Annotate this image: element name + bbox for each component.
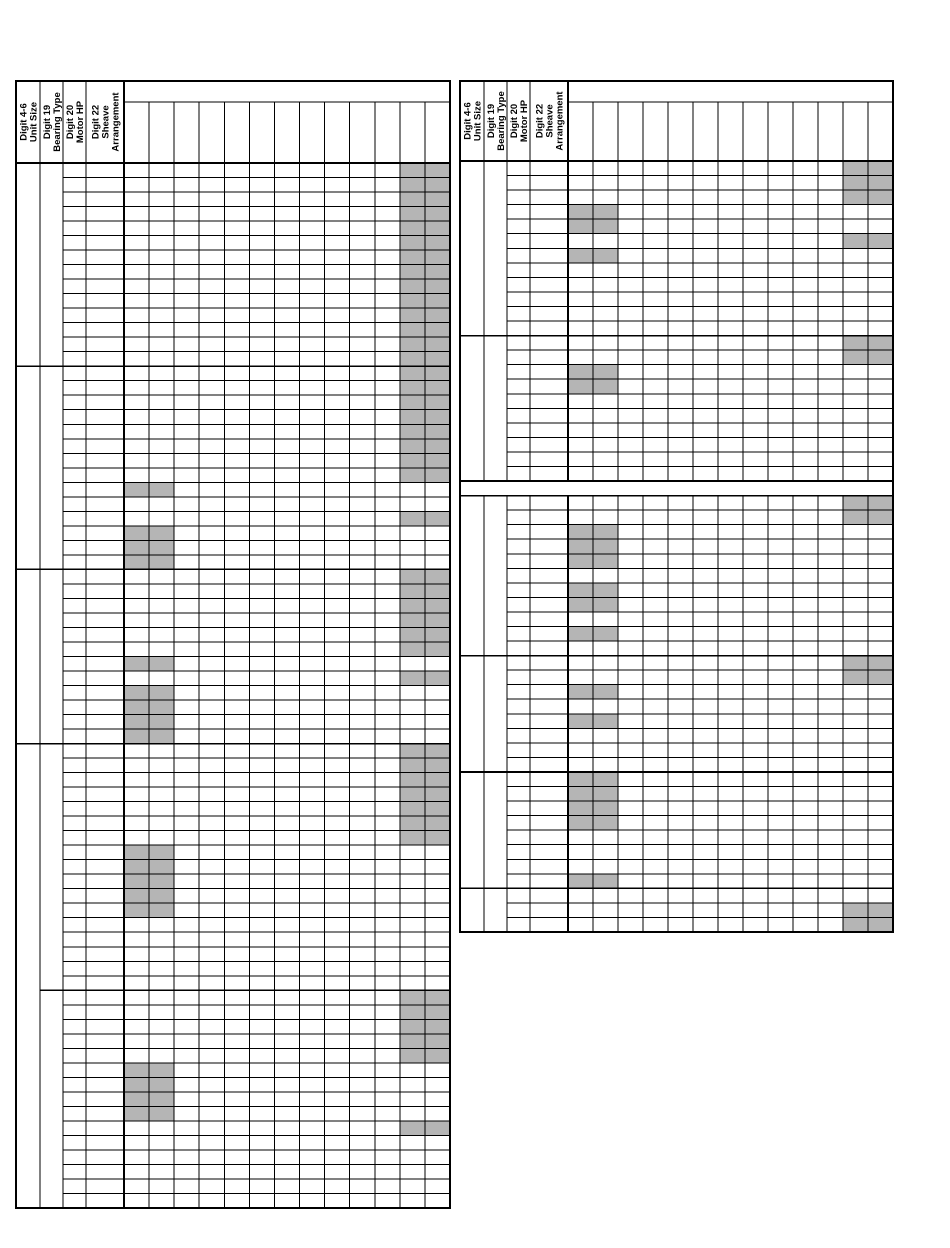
shaded-cell [124, 1077, 149, 1092]
shaded-cell [843, 917, 868, 932]
shaded-cell [425, 773, 450, 788]
shaded-cell [425, 1019, 450, 1034]
shaded-cell [149, 860, 174, 875]
shaded-cell [425, 381, 450, 396]
shaded-cell [425, 744, 450, 759]
shaded-cell [149, 482, 174, 497]
header-bearing-type [42, 92, 63, 151]
shaded-cell [425, 1048, 450, 1063]
shaded-cell [425, 178, 450, 193]
shaded-cell [400, 279, 425, 294]
shaded-cell [593, 248, 618, 263]
shaded-cell [425, 758, 450, 773]
header-label-line: Bearing Type [52, 92, 63, 152]
shaded-cell [400, 468, 425, 483]
shaded-cell [843, 510, 868, 525]
shaded-cell [843, 670, 868, 685]
shaded-cell [400, 990, 425, 1005]
header-label-line: Digit 22 [534, 103, 546, 139]
shaded-cell [425, 337, 450, 352]
shaded-cell [843, 656, 868, 671]
shaded-cell [425, 395, 450, 410]
shaded-cell [868, 234, 893, 249]
shaded-cell [843, 190, 868, 205]
shaded-cell [149, 526, 174, 541]
header-label-line: Digit 19 [486, 103, 497, 139]
header-label-line: Digit 4-6 [462, 102, 474, 140]
shaded-cell [400, 236, 425, 251]
shaded-cell [149, 686, 174, 701]
header-label-line: Sheave [100, 105, 112, 139]
shaded-cell [124, 1092, 149, 1107]
shaded-cell [568, 583, 593, 598]
shaded-cell [868, 656, 893, 671]
shaded-cell [425, 236, 450, 251]
shaded-cell [400, 1019, 425, 1034]
shaded-cell [149, 729, 174, 744]
shaded-cell [124, 729, 149, 744]
shaded-cell [425, 802, 450, 817]
shaded-cell [400, 584, 425, 599]
shaded-cell [124, 845, 149, 860]
shaded-cell [149, 1063, 174, 1078]
header-label-line: Motor HP [519, 99, 530, 143]
shaded-cell [568, 365, 593, 380]
shaded-cell [425, 192, 450, 207]
header-label-line: Digit 19 [42, 104, 53, 140]
shaded-cell [568, 714, 593, 729]
shaded-cell [593, 874, 618, 889]
shaded-cell [425, 294, 450, 309]
shaded-cell [149, 700, 174, 715]
shaded-cell [124, 700, 149, 715]
header-label-line: Digit 22 [90, 104, 102, 140]
shaded-cell [425, 279, 450, 294]
shaded-cell [425, 250, 450, 265]
shaded-cell [843, 336, 868, 351]
header-label-line: Unit Size [472, 100, 484, 142]
shaded-cell [568, 772, 593, 787]
shaded-cell [149, 656, 174, 671]
shaded-cell [425, 671, 450, 686]
shaded-cell [425, 163, 450, 178]
shaded-cell [425, 642, 450, 657]
shaded-cell [593, 583, 618, 598]
shaded-cell [868, 336, 893, 351]
shaded-cell [425, 569, 450, 584]
shaded-cell [400, 802, 425, 817]
shaded-cell [568, 248, 593, 263]
table-frame [460, 81, 893, 932]
shaded-cell [593, 597, 618, 612]
shaded-cell [868, 190, 893, 205]
shaded-cell [400, 424, 425, 439]
grid-lines [16, 81, 450, 1208]
shaded-cell [400, 395, 425, 410]
shaded-cell [593, 816, 618, 831]
shaded-cell [568, 816, 593, 831]
shaded-cell [593, 379, 618, 394]
shaded-cell [149, 555, 174, 570]
shaded-cell [400, 163, 425, 178]
shaded-cell [400, 207, 425, 222]
shaded-cell [425, 1121, 450, 1136]
shaded-cell [124, 555, 149, 570]
shaded-cell [400, 831, 425, 846]
shaded-cell [843, 234, 868, 249]
shaded-cell [149, 715, 174, 730]
shaded-cell [425, 787, 450, 802]
shaded-cell [425, 468, 450, 483]
shaded-cell [149, 540, 174, 555]
shaded-cell [843, 903, 868, 918]
shaded-cell [149, 903, 174, 918]
shaded-cell [593, 801, 618, 816]
shaded-cell [568, 525, 593, 540]
header-sheave-arrangement [91, 92, 122, 152]
shaded-cell [400, 308, 425, 323]
shaded-cell [425, 207, 450, 222]
shaded-cell [149, 1077, 174, 1092]
right-selection-table [460, 81, 893, 932]
shaded-cell [124, 903, 149, 918]
shaded-cell [425, 990, 450, 1005]
header-unit-size [463, 101, 484, 141]
shaded-cell [400, 178, 425, 193]
shaded-cell [124, 656, 149, 671]
grid-lines [460, 81, 893, 932]
shaded-cell [124, 874, 149, 889]
shaded-cell [400, 816, 425, 831]
shaded-cell [400, 627, 425, 642]
shaded-cell [149, 845, 174, 860]
shaded-cell [868, 917, 893, 932]
shaded-cell [400, 381, 425, 396]
shaded-cell [568, 801, 593, 816]
shaded-cell [400, 642, 425, 657]
shaded-cell [868, 496, 893, 511]
shaded-cell [124, 526, 149, 541]
header-label-line: Bearing Type [496, 91, 507, 151]
shaded-cell [124, 889, 149, 904]
shaded-cell [425, 439, 450, 454]
shaded-cell [843, 350, 868, 365]
shaded-cell [124, 540, 149, 555]
left-selection-table [16, 81, 450, 1208]
shaded-cell [400, 294, 425, 309]
shaded-cell [400, 352, 425, 367]
shaded-cell [400, 439, 425, 454]
shaded-cell [868, 510, 893, 525]
shaded-cell [425, 323, 450, 338]
header-label-line: Digit 20 [509, 103, 520, 139]
header-label-line: Unit Size [28, 101, 40, 143]
shaded-cell [400, 250, 425, 265]
shaded-cell [425, 1034, 450, 1049]
shaded-cell [124, 482, 149, 497]
header-label-line: Arrangement [110, 92, 122, 152]
shaded-cell [400, 598, 425, 613]
shaded-cell [425, 265, 450, 280]
header-label-line: Arrangement [554, 91, 566, 151]
shaded-cell [568, 787, 593, 802]
shaded-cell [593, 525, 618, 540]
shaded-cell [425, 598, 450, 613]
shaded-cell [568, 219, 593, 234]
shaded-cell [400, 453, 425, 468]
shaded-cell [149, 1092, 174, 1107]
shaded-cell [124, 860, 149, 875]
shaded-cell [400, 773, 425, 788]
shaded-cell [568, 627, 593, 642]
shaded-cell [593, 554, 618, 569]
shaded-cell [568, 685, 593, 700]
shaded-cell [425, 424, 450, 439]
shaded-cell [568, 597, 593, 612]
shaded-cell [425, 410, 450, 425]
shaded-cell [400, 758, 425, 773]
shaded-cell [568, 554, 593, 569]
shaded-cell [400, 1034, 425, 1049]
shaded-cell [425, 1005, 450, 1020]
shaded-cell [400, 192, 425, 207]
shaded-cell [400, 569, 425, 584]
shaded-cell [425, 584, 450, 599]
shaded-cell [400, 671, 425, 686]
shaded-cell [400, 221, 425, 236]
shaded-cell [425, 511, 450, 526]
shaded-cell [568, 205, 593, 220]
header-label-line: Motor HP [75, 100, 86, 144]
header-unit-size [19, 102, 40, 142]
shaded-cell [425, 366, 450, 381]
shaded-cell [868, 161, 893, 176]
shaded-cell [868, 350, 893, 365]
shaded-cell [124, 686, 149, 701]
shaded-cell [593, 714, 618, 729]
shaded-cell [400, 511, 425, 526]
shaded-cell [124, 1106, 149, 1121]
header-bearing-type [486, 91, 507, 150]
shaded-cell [568, 539, 593, 554]
shaded-cell [400, 744, 425, 759]
shaded-cell [425, 221, 450, 236]
shaded-cell [843, 176, 868, 191]
shaded-cell [400, 410, 425, 425]
shaded-cell [568, 874, 593, 889]
shaded-cell [400, 265, 425, 280]
shaded-cell [593, 772, 618, 787]
shaded-cell [400, 337, 425, 352]
shaded-cell [425, 308, 450, 323]
shaded-cell [568, 379, 593, 394]
shaded-cell [843, 161, 868, 176]
shaded-cell [425, 613, 450, 628]
shaded-cell [425, 831, 450, 846]
header-label-line: Sheave [544, 104, 556, 138]
shaded-cell [868, 176, 893, 191]
shaded-cell [425, 453, 450, 468]
shaded-cell [400, 1121, 425, 1136]
shaded-cell [400, 787, 425, 802]
shaded-cell [400, 323, 425, 338]
shaded-cell [400, 366, 425, 381]
shaded-cell [593, 219, 618, 234]
shaded-cell [593, 205, 618, 220]
shaded-cell [425, 627, 450, 642]
shaded-cell [593, 627, 618, 642]
shaded-cell [149, 1106, 174, 1121]
shaded-cell [425, 816, 450, 831]
shaded-cell [400, 1005, 425, 1020]
header-motor-hp [509, 99, 530, 142]
header-label-line: Digit 4-6 [18, 103, 30, 141]
shaded-cell [149, 874, 174, 889]
header-sheave-arrangement [535, 91, 566, 151]
shaded-cell [400, 613, 425, 628]
shaded-cell [843, 496, 868, 511]
shaded-cell [400, 1048, 425, 1063]
shaded-cell [124, 715, 149, 730]
shaded-cell [124, 1063, 149, 1078]
shaded-cell [868, 670, 893, 685]
header-label-line: Digit 20 [65, 104, 76, 140]
shaded-cell [593, 685, 618, 700]
shaded-cell [593, 365, 618, 380]
shaded-cell [425, 352, 450, 367]
header-motor-hp [65, 100, 86, 143]
shaded-cell [593, 539, 618, 554]
shaded-cell [868, 903, 893, 918]
shaded-cell [593, 787, 618, 802]
shaded-cell [149, 889, 174, 904]
